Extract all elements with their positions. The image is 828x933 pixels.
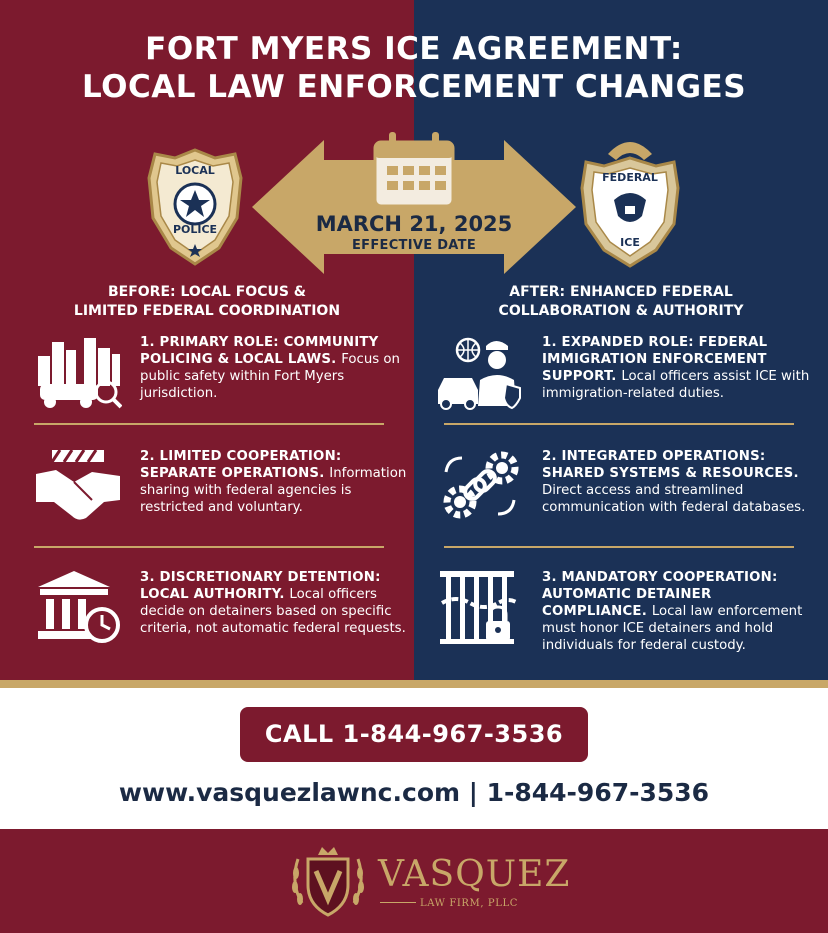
divider-strip	[0, 680, 828, 688]
before-item-3-body: Local officers decide on detainers based on specific criteria, not automatic federal requests.	[140, 587, 406, 636]
before-item-1-title: 1. PRIMARY ROLE: COMMUNITY POLICING & LOCAL LAWS.	[140, 335, 379, 367]
law-firm-logo-icon	[288, 843, 368, 921]
after-item-1-title: 1. EXPANDED ROLE: FEDERAL IMMIGRATION ENFORCEMENT SUPPORT.	[542, 335, 768, 384]
after-item-2-body: Direct access and streamlined communication with federal databases.	[542, 483, 806, 515]
federal-ice-badge-icon	[578, 132, 682, 270]
after-item-3-body: Local law enforcement must honor ICE detainers and hold individuals for federal custody.	[542, 604, 803, 653]
logo-rule	[380, 902, 416, 903]
after-item-3-text	[542, 569, 812, 654]
after-heading-line-2: COLLABORATION & AUTHORITY	[498, 303, 744, 319]
before-item-3-text	[140, 569, 410, 637]
federal-badge-text-top: FEDERAL	[602, 171, 658, 184]
city-police-car-icon	[34, 334, 122, 410]
before-item-2-body: Information sharing with federal agencies is restricted and voluntary.	[140, 466, 407, 515]
website-phone-line[interactable]: www.vasquezlawnc.com | 1-844-967-3536	[118, 778, 710, 807]
after-divider-1	[444, 423, 794, 425]
after-item-1-body: Local officers assist ICE with immigration-related duties.	[542, 369, 810, 401]
after-divider-2	[444, 546, 794, 548]
call-button[interactable]: CALL 1-844-967-3536	[240, 707, 588, 762]
logo-subtitle: LAW FIRM, PLLC	[420, 898, 518, 909]
after-item-2-text	[542, 448, 812, 516]
federal-badge-text-bottom: ICE	[620, 236, 640, 249]
after-item-1-text	[542, 334, 812, 402]
title-line-1: FORT MYERS ICE AGREEMENT:	[145, 31, 683, 67]
before-item-3-title: 3. DISCRETIONARY DETENTION: LOCAL AUTHORITY.	[140, 570, 381, 602]
effective-date-label: EFFECTIVE DATE	[351, 238, 477, 253]
before-item-2-title: 2. LIMITED COOPERATION: SEPARATE OPERATIONS.	[140, 449, 342, 481]
after-heading-line-1: AFTER: ENHANCED FEDERAL	[509, 284, 733, 300]
local-badge-text-bottom: POLICE	[172, 223, 218, 236]
before-divider-2	[34, 546, 384, 548]
after-item-3-title: 3. MANDATORY COOPERATION: AUTOMATIC DETAINER COMPLIANCE.	[542, 570, 778, 619]
officer-globe-icon	[436, 334, 524, 410]
after-heading	[441, 283, 801, 321]
courthouse-clock-icon	[34, 569, 122, 645]
effective-date-box	[300, 212, 528, 253]
gears-link-icon	[436, 448, 524, 524]
calendar-icon	[0, 0, 828, 300]
before-item-2-text	[140, 448, 410, 516]
before-item-1-body: Focus on public safety within Fort Myers jurisdiction.	[140, 352, 400, 401]
jail-lock-icon	[436, 569, 524, 645]
before-heading	[27, 283, 387, 321]
before-heading-line-2: LIMITED FEDERAL COORDINATION	[73, 303, 341, 319]
handshake-icon	[34, 448, 122, 524]
logo-wordmark: VASQUEZ	[378, 854, 571, 895]
after-item-2-title: 2. INTEGRATED OPERATIONS: SHARED SYSTEMS & RESOURCES.	[542, 449, 799, 481]
effective-date: MARCH 21, 2025	[315, 212, 513, 236]
before-item-1-text	[140, 334, 410, 402]
before-divider-1	[34, 423, 384, 425]
title-line-2: LOCAL LAW ENFORCEMENT CHANGES	[81, 69, 747, 105]
local-badge-text-top: LOCAL	[175, 164, 215, 177]
before-heading-line-1: BEFORE: LOCAL FOCUS &	[107, 284, 307, 300]
